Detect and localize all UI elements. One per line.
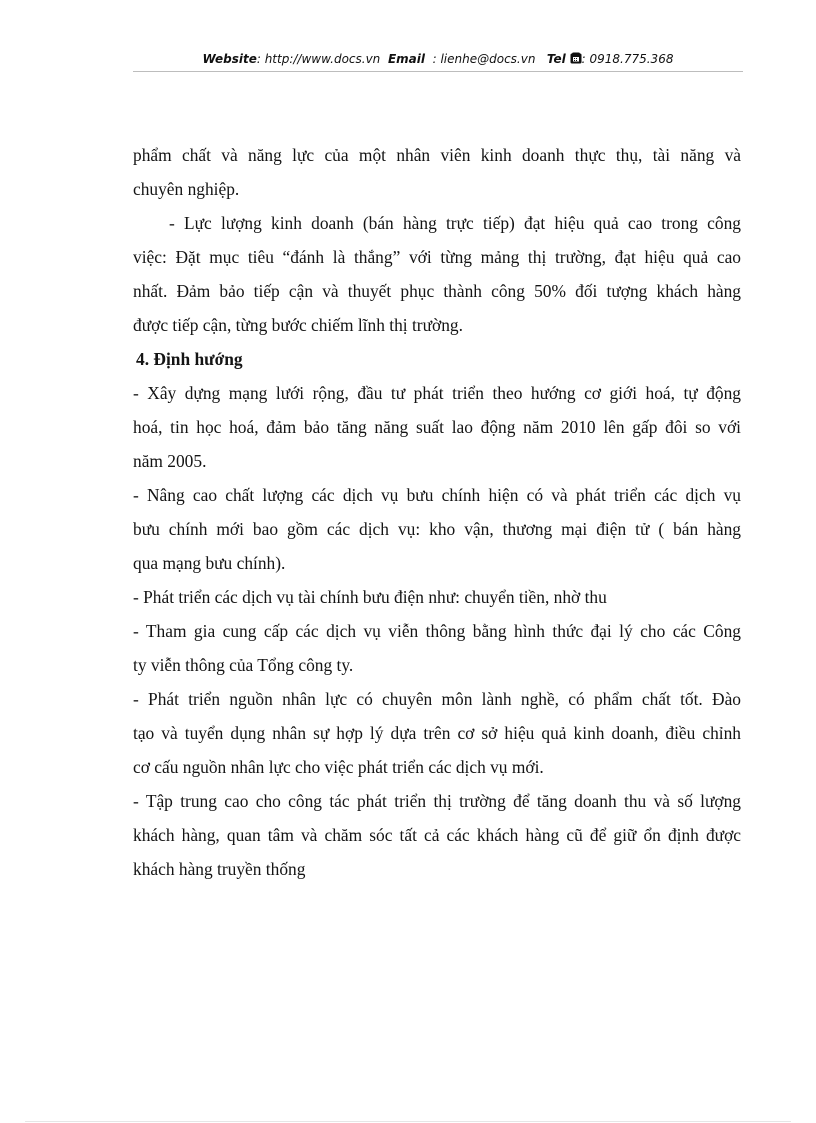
page-header bbox=[133, 50, 743, 70]
text-line: - Lực lượng kinh doanh (bán hàng trực tiếp) đạt hiệu quả cao trong công bbox=[169, 213, 741, 233]
page-bottom-edge bbox=[25, 1121, 791, 1122]
text-line: - Xây dựng mạng lưới rộng, đầu tư phát triển theo hướng cơ giới hoá, tự động bbox=[133, 383, 741, 403]
tel-value: : 0918.775.368 bbox=[581, 52, 674, 66]
email-value: : lienhe@docs.vn bbox=[432, 52, 536, 66]
text-line: khách hàng truyền thống bbox=[133, 859, 306, 879]
text-line: - Nâng cao chất lượng các dịch vụ bưu chính hiện có và phát triển các dịch vụ bbox=[133, 485, 741, 505]
text-line: cơ cấu nguồn nhân lực cho việc phát triển các dịch vụ mới. bbox=[133, 757, 544, 777]
text-line: khách hàng, quan tâm và chăm sóc tất cả các khách hàng cũ để giữ ổn định được bbox=[133, 825, 741, 845]
text-line: hoá, tin học hoá, đảm bảo tăng năng suất lao động năm 2010 lên gấp đôi so với bbox=[133, 417, 741, 437]
text-line: ty viễn thông của Tổng công ty. bbox=[133, 655, 354, 675]
email-label: Email bbox=[387, 52, 425, 66]
tel-label: Tel bbox=[546, 52, 566, 66]
phone-icon bbox=[570, 51, 582, 63]
text-line: việc: Đặt mục tiêu “đánh là thắng” với từng mảng thị trường, đạt hiệu quả cao bbox=[133, 247, 741, 267]
text-line: - Tập trung cao cho công tác phát triển thị trường để tăng doanh thu và số lượng bbox=[133, 791, 741, 811]
text-line: phẩm chất và năng lực của một nhân viên kinh doanh thực thụ, tài năng và bbox=[133, 145, 741, 165]
text-line: được tiếp cận, từng bước chiếm lĩnh thị trường. bbox=[133, 315, 463, 335]
text-line: bưu chính mới bao gồm các dịch vụ: kho vận, thương mại điện tử ( bán hàng bbox=[133, 519, 741, 539]
section-heading: 4. Định hướng bbox=[136, 349, 243, 369]
text-line: tạo và tuyển dụng nhân sự hợp lý dựa trên cơ sở hiệu quả kinh doanh, điều chỉnh bbox=[133, 723, 741, 743]
text-line: nhất. Đảm bảo tiếp cận và thuyết phục thành công 50% đối tượng khách hàng bbox=[133, 281, 741, 301]
text-line: - Phát triển nguồn nhân lực có chuyên môn lành nghề, có phẩm chất tốt. Đào bbox=[133, 689, 741, 709]
header-divider bbox=[133, 71, 743, 72]
website-url: : http://www.docs.vn bbox=[256, 52, 381, 66]
text-line: chuyên nghiệp. bbox=[133, 179, 240, 199]
text-line: năm 2005. bbox=[133, 451, 207, 471]
text-line: - Phát triển các dịch vụ tài chính bưu điện như: chuyển tiền, nhờ thu bbox=[133, 587, 607, 607]
text-line: - Tham gia cung cấp các dịch vụ viễn thông bằng hình thức đại lý cho các Công bbox=[133, 621, 741, 641]
text-line: qua mạng bưu chính). bbox=[133, 553, 286, 573]
website-label: Website bbox=[202, 52, 257, 66]
